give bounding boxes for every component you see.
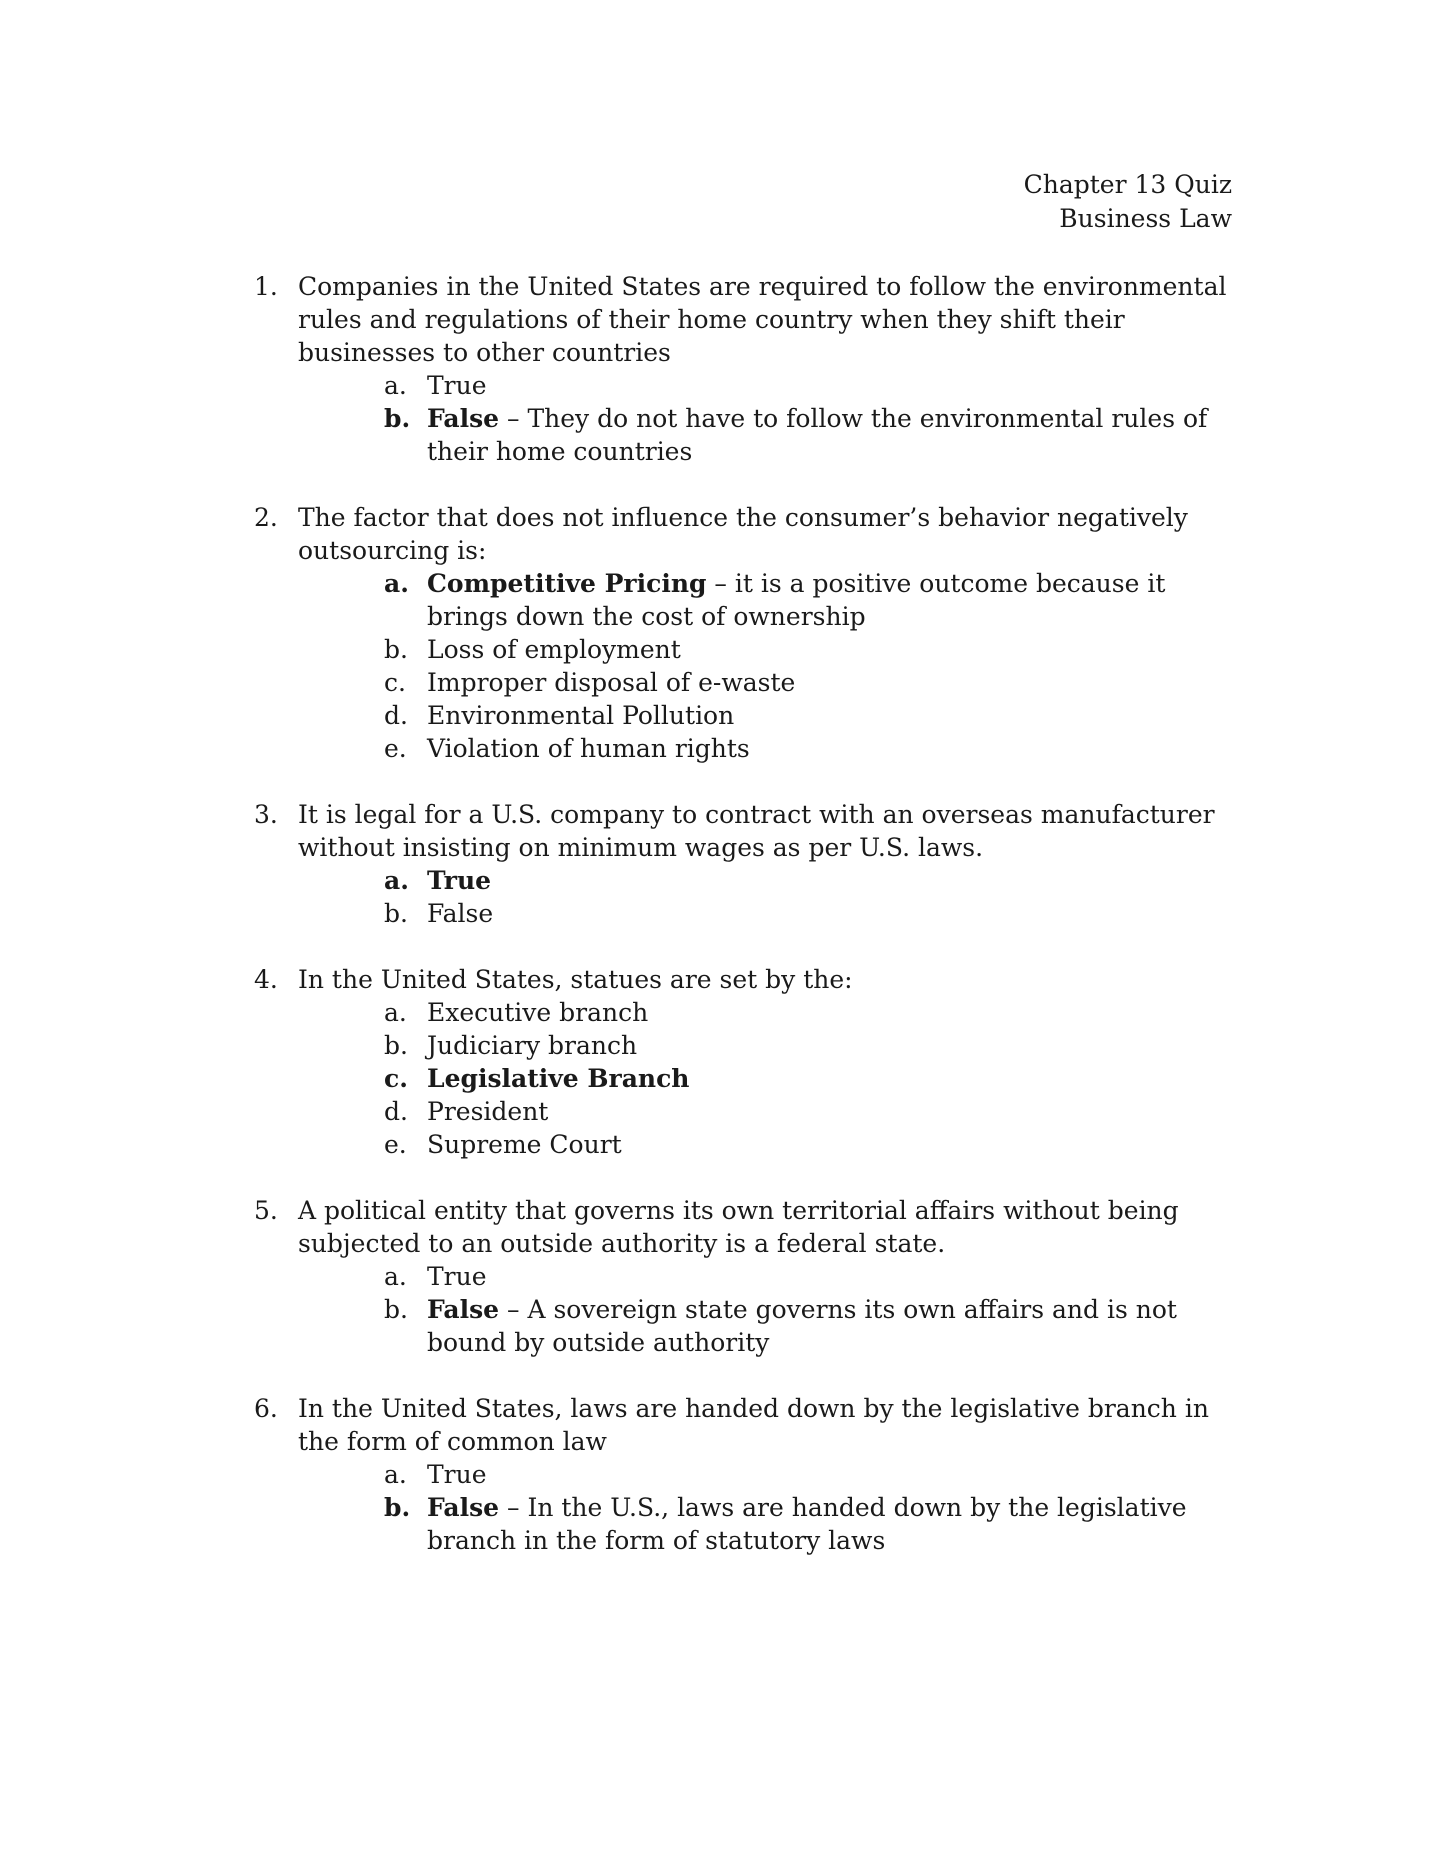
option-a [384,996,1234,1029]
answer-options [298,369,1234,468]
option-letter: a. [384,371,407,400]
option-letter: b. [384,635,408,664]
answer-options [298,864,1234,930]
option-letter: a. [384,569,409,598]
question-text: A political entity that governs its own territorial affairs without being subjected to an outside authority is a federal state. [298,1196,1179,1258]
question-text: The factor that does not influence the consumer’s behavior negatively outsourcing is: [298,503,1188,565]
header-subtitle: Business Law [1059,204,1232,233]
header-title: Chapter 13 Quiz [1023,170,1232,199]
option-letter: e. [384,1130,407,1159]
document-header [1024,168,1232,236]
option-label: President [427,1097,549,1126]
option-letter: b. [384,899,408,928]
question-5 [254,1194,1234,1359]
question-number: 6. [254,1394,278,1423]
option-letter: c. [384,1064,408,1093]
option-letter: a. [384,1262,407,1291]
question-text: It is legal for a U.S. company to contract with an overseas manufacturer without insisting on minimum wages as per U.S. laws. [298,800,1215,862]
question-3 [254,798,1234,930]
option-c-correct [384,1062,1234,1095]
option-label: Violation of human rights [427,734,750,763]
question-4 [254,963,1234,1161]
option-b [384,1029,1234,1062]
option-label: Supreme Court [427,1130,622,1159]
option-b-correct [384,1491,1234,1557]
option-b-correct [384,402,1234,468]
option-letter: b. [384,1295,408,1324]
question-number: 3. [254,800,278,829]
question-text: In the United States, statues are set by the: [298,965,853,994]
option-label: Judiciary branch [427,1031,638,1060]
answer-options [298,567,1234,765]
option-explanation: – A sovereign state governs its own affairs and is not bound by outside authority [427,1295,1177,1357]
option-letter: e. [384,734,407,763]
question-number: 2. [254,503,278,532]
option-letter: b. [384,1493,411,1522]
option-letter: b. [384,404,411,433]
option-label: True [427,371,487,400]
option-label: False [427,1493,500,1522]
option-a [384,369,1234,402]
option-letter: a. [384,998,407,1027]
question-6 [254,1392,1234,1557]
option-label: Loss of employment [427,635,681,664]
option-label: Executive branch [427,998,649,1027]
option-letter: d. [384,1097,408,1126]
option-label: Competitive Pricing [427,569,707,598]
option-a [384,1458,1234,1491]
question-text: In the United States, laws are handed down by the legislative branch in the form of common law [298,1394,1209,1456]
answer-options [298,1458,1234,1557]
option-a-correct [384,864,1234,897]
option-letter: d. [384,701,408,730]
option-a [384,1260,1234,1293]
option-explanation: – They do not have to follow the environmental rules of their home countries [427,404,1208,466]
option-letter: b. [384,1031,408,1060]
option-label: True [427,866,492,895]
option-c [384,666,1234,699]
option-label: Improper disposal of e-waste [427,668,796,697]
option-letter: c. [384,668,406,697]
option-b [384,633,1234,666]
option-label: Legislative Branch [427,1064,690,1093]
option-d [384,699,1234,732]
answer-options [298,996,1234,1161]
option-label: True [427,1460,487,1489]
question-text: Companies in the United States are required to follow the environmental rules and regulations of their home country when they shift their businesses to other countries [298,272,1227,367]
option-letter: a. [384,1460,407,1489]
option-label: False [427,404,500,433]
question-number: 1. [254,272,278,301]
question-number: 4. [254,965,278,994]
option-explanation: – In the U.S., laws are handed down by the legislative branch in the form of statutory laws [427,1493,1187,1555]
option-b-correct [384,1293,1234,1359]
option-explanation: – it is a positive outcome because it brings down the cost of ownership [427,569,1166,631]
option-label: Environmental Pollution [427,701,735,730]
option-label: False [427,1295,500,1324]
answer-options [298,1260,1234,1359]
question-number: 5. [254,1196,278,1225]
option-b [384,897,1234,930]
option-e [384,732,1234,765]
quiz-question-list [254,270,1234,1590]
option-label: False [427,899,494,928]
option-label: True [427,1262,487,1291]
question-2 [254,501,1234,765]
option-d [384,1095,1234,1128]
option-letter: a. [384,866,409,895]
option-a-correct [384,567,1234,633]
question-1 [254,270,1234,468]
option-e [384,1128,1234,1161]
